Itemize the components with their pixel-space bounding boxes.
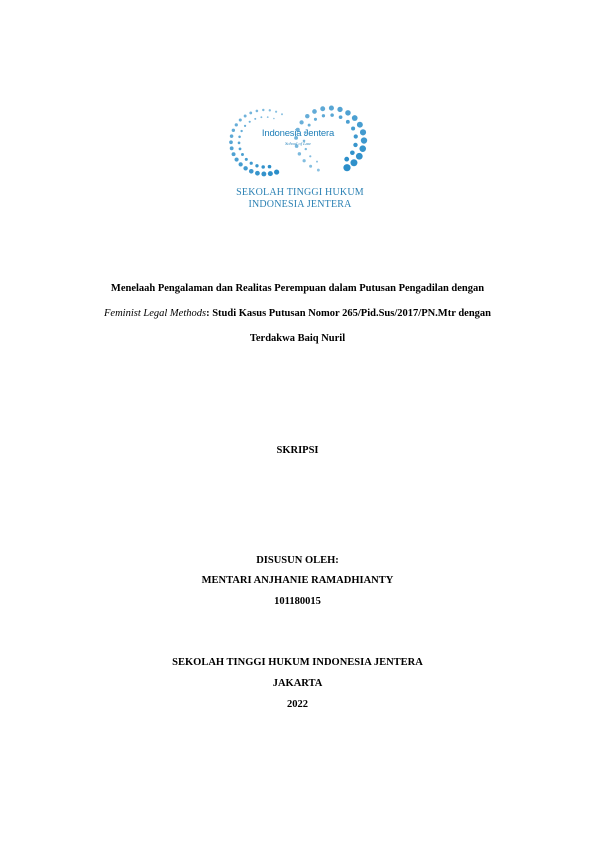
institution-name: SEKOLAH TINGGI HUKUM INDONESIA JENTERA	[172, 657, 423, 668]
logo-tagline: School of Law	[285, 141, 311, 146]
title-line-1: Menelaah Pengalaman dan Realitas Perempuan dalam Putusan Pengadilan dengan	[110, 283, 485, 294]
institution-city: JAKARTA	[272, 678, 323, 689]
student-id: 101180015	[274, 596, 321, 607]
submission-year: 2022	[287, 699, 308, 710]
title-italic-phrase: Feminist Legal Methods	[104, 308, 207, 319]
document-type: SKRIPSI	[276, 445, 319, 456]
thesis-title	[40, 276, 555, 351]
title-line-2-rest: : Studi Kasus Putusan Nomor 265/Pid.Sus/2017/PN.Mtr dengan	[206, 308, 491, 319]
title-line-3: Terdakwa Baiq Nuril	[249, 333, 346, 344]
author-name: MENTARI ANJHANIE RAMADHIANTY	[201, 575, 394, 586]
jentera-logo	[225, 96, 375, 216]
title-line-2	[40, 301, 555, 326]
logo-institution-line2: INDONESIA JENTERA	[248, 199, 352, 210]
author-label: DISUSUN OLEH:	[256, 555, 339, 566]
logo-name: Indonesia Jentera	[261, 128, 335, 139]
logo-institution-line1: SEKOLAH TINGGI HUKUM	[236, 187, 364, 198]
